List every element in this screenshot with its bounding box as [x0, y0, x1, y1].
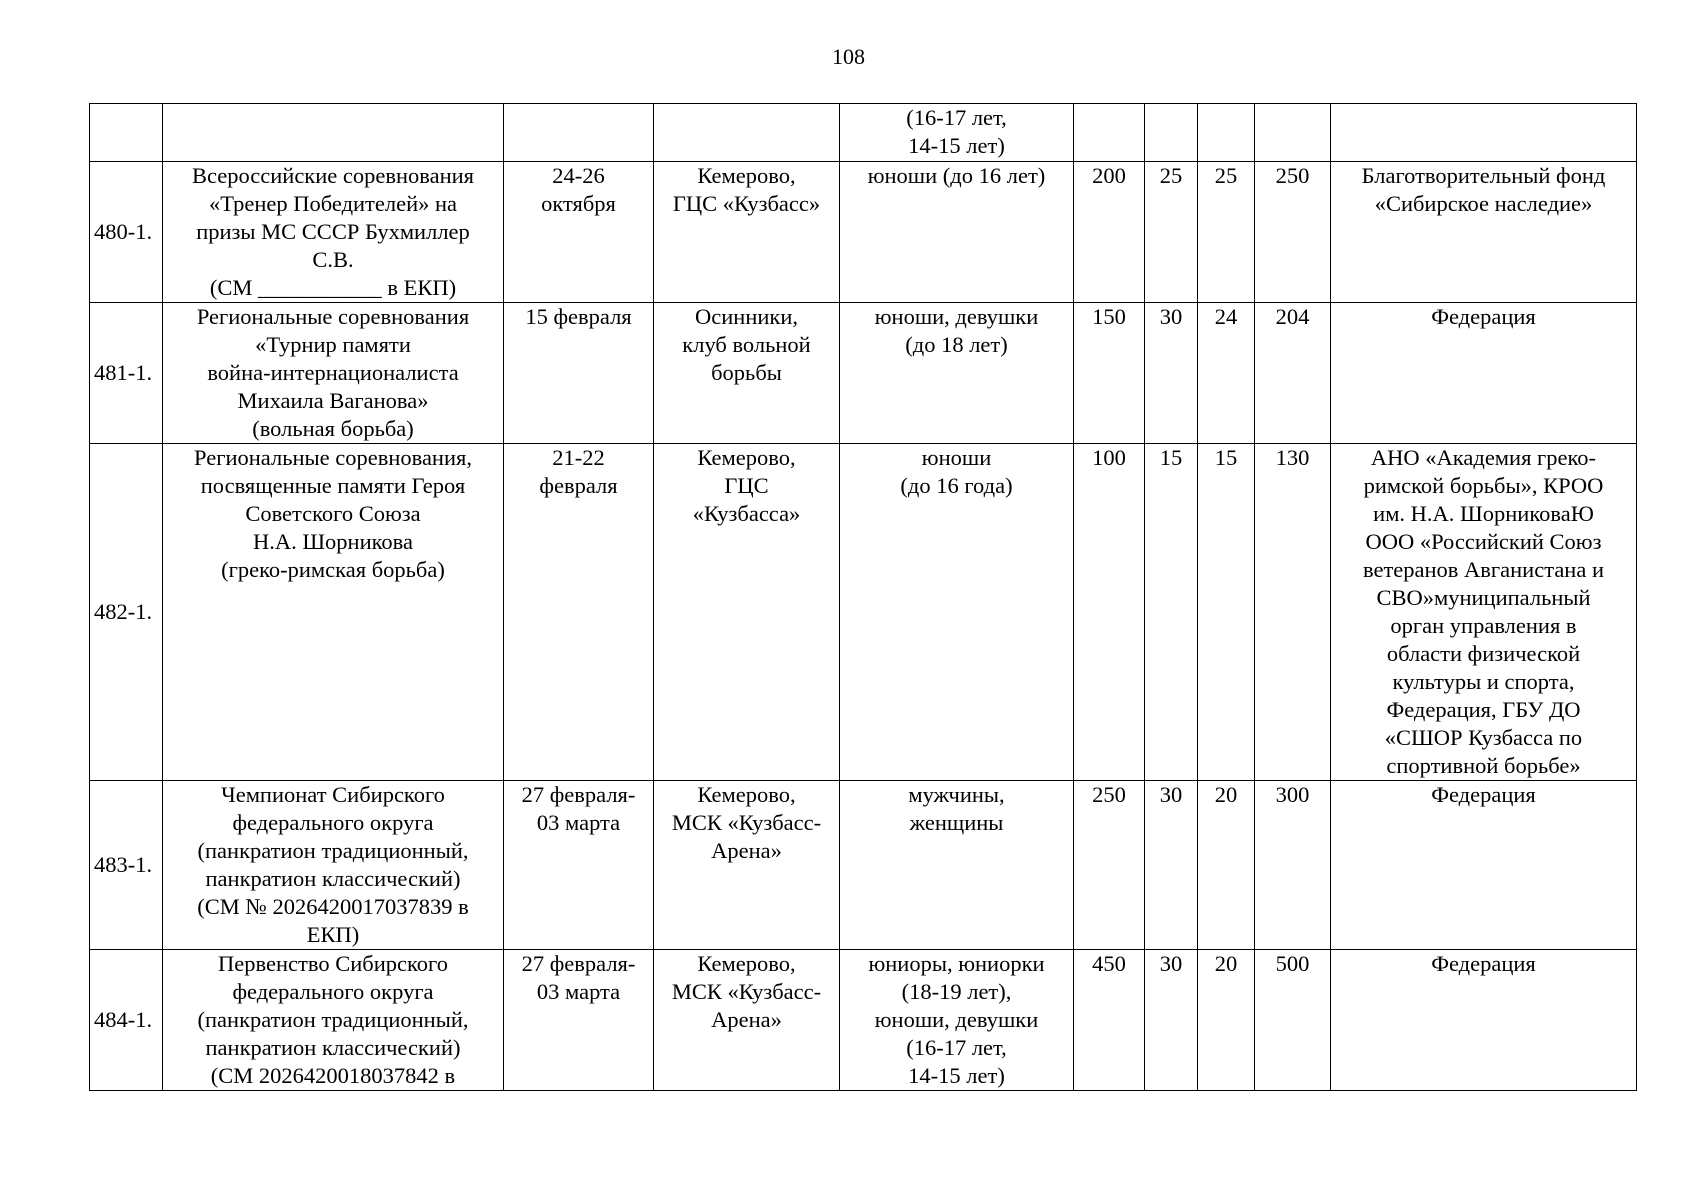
- table-row: [90, 162, 1637, 303]
- event-place: Кемерово, МСК «Кузбасс- Арена»: [654, 781, 840, 950]
- count-cell: 300: [1255, 781, 1331, 950]
- table-row: [90, 950, 1637, 1091]
- count-cell: 204: [1255, 303, 1331, 444]
- count-cell: 500: [1255, 950, 1331, 1091]
- event-organizer: АНО «Академия греко- римской борьбы», КРОО им. Н.А. ШорниковаЮ ООО «Российский Союз ветеранов Авганистана и СВО»муниципальный орган управления в области физической культуры и спорта, Федерация, ГБУ ДО «СШОР Кузбасса по спортивной борьбе»: [1331, 444, 1637, 781]
- row-number: 481-1.: [90, 303, 163, 444]
- event-name: [163, 104, 504, 162]
- table-row: [90, 303, 1637, 444]
- count-cell: 30: [1145, 950, 1198, 1091]
- row-number: 484-1.: [90, 950, 163, 1091]
- count-cell: 15: [1145, 444, 1198, 781]
- event-name: Чемпионат Сибирского федерального округа (панкратион традиционный, панкратион классический) (СМ № 2026420017037839 в ЕКП): [163, 781, 504, 950]
- count-cell: 250: [1074, 781, 1145, 950]
- event-organizer: Благотворительный фонд «Сибирское наследие»: [1331, 162, 1637, 303]
- events-table: [89, 103, 1637, 1091]
- event-participants: мужчины, женщины: [840, 781, 1074, 950]
- count-cell: 130: [1255, 444, 1331, 781]
- event-participants: юниоры, юниорки (18-19 лет), юноши, девушки (16-17 лет, 14-15 лет): [840, 950, 1074, 1091]
- event-place: [654, 104, 840, 162]
- event-participants: юноши, девушки (до 18 лет): [840, 303, 1074, 444]
- event-dates: 27 февраля- 03 марта: [504, 781, 654, 950]
- count-cell: 24: [1198, 303, 1255, 444]
- event-place: Кемерово, МСК «Кузбасс- Арена»: [654, 950, 840, 1091]
- count-cell: 200: [1074, 162, 1145, 303]
- page-number: 108: [832, 44, 865, 69]
- event-dates: 27 февраля- 03 марта: [504, 950, 654, 1091]
- event-dates: [504, 104, 654, 162]
- event-place: Кемерово, ГЦС «Кузбасс»: [654, 162, 840, 303]
- table-row: [90, 781, 1637, 950]
- event-organizer: [1331, 104, 1637, 162]
- event-dates: 15 февраля: [504, 303, 654, 444]
- count-cell: 25: [1198, 162, 1255, 303]
- event-dates: 24-26 октября: [504, 162, 654, 303]
- count-cell: 150: [1074, 303, 1145, 444]
- count-cell: 100: [1074, 444, 1145, 781]
- count-cell: 30: [1145, 781, 1198, 950]
- count-cell: 20: [1198, 950, 1255, 1091]
- event-name: Первенство Сибирского федерального округа (панкратион традиционный, панкратион классический) (СМ 2026420018037842 в: [163, 950, 504, 1091]
- event-organizer: Федерация: [1331, 303, 1637, 444]
- row-number: 482-1.: [90, 444, 163, 781]
- event-participants: юноши (до 16 лет): [840, 162, 1074, 303]
- event-organizer: Федерация: [1331, 781, 1637, 950]
- event-participants: (16-17 лет, 14-15 лет): [840, 104, 1074, 162]
- row-number: 480-1.: [90, 162, 163, 303]
- count-cell: 25: [1145, 162, 1198, 303]
- table-row: [90, 104, 1637, 162]
- table-row: [90, 444, 1637, 781]
- event-place: Осинники, клуб вольной борьбы: [654, 303, 840, 444]
- count-cell: 250: [1255, 162, 1331, 303]
- count-cell: 30: [1145, 303, 1198, 444]
- event-organizer: Федерация: [1331, 950, 1637, 1091]
- count-cell: [1198, 104, 1255, 162]
- row-number: [90, 104, 163, 162]
- event-name: Региональные соревнования «Турнир памяти война-интернационалиста Михаила Ваганова» (вольная борьба): [163, 303, 504, 444]
- count-cell: 20: [1198, 781, 1255, 950]
- event-dates: 21-22 февраля: [504, 444, 654, 781]
- count-cell: [1074, 104, 1145, 162]
- count-cell: 15: [1198, 444, 1255, 781]
- event-place: Кемерово, ГЦС «Кузбасса»: [654, 444, 840, 781]
- event-name: Всероссийские соревнования «Тренер Победителей» на призы МС СССР Бухмиллер С.В. (СМ ___________ в ЕКП): [163, 162, 504, 303]
- event-name: Региональные соревнования, посвященные памяти Героя Советского Союза Н.А. Шорникова (греко-римская борьба): [163, 444, 504, 781]
- count-cell: [1255, 104, 1331, 162]
- event-participants: юноши (до 16 года): [840, 444, 1074, 781]
- row-number: 483-1.: [90, 781, 163, 950]
- count-cell: [1145, 104, 1198, 162]
- count-cell: 450: [1074, 950, 1145, 1091]
